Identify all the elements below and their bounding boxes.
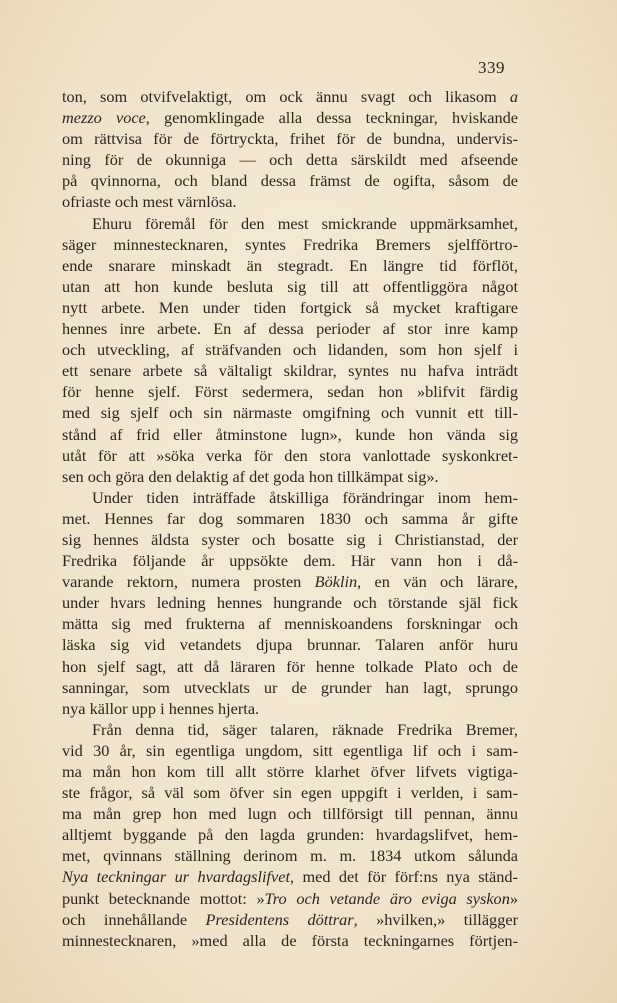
- text-segment: ende snarare minskadt än stegradt. En längre tid förflöt,: [62, 255, 518, 275]
- text-line: [62, 487, 518, 508]
- italic-text-segment: Nya teckningar ur hvardagslifvet: [62, 867, 291, 887]
- text-line: [62, 888, 518, 909]
- text-line: [62, 698, 518, 719]
- text-segment: hennes inre arbete. En af dessa perioder af stor inre kamp: [62, 319, 518, 339]
- text-segment: nytt arbete. Men under tiden fortgick så mycket kraftigare: [62, 297, 518, 317]
- italic-text-segment: mezzo voce: [62, 108, 146, 128]
- text-line: [62, 424, 518, 445]
- text-line: [62, 255, 518, 276]
- text-line: [62, 508, 518, 529]
- text-segment: , genomklingade alla dessa teckningar, hviskande: [145, 108, 518, 128]
- text-segment: läska sig vid vetandets djupa brunnar. Talaren anför huru: [62, 635, 518, 655]
- text-segment: under hvars ledning hennes hungrande och törstande själ fick: [62, 593, 518, 613]
- text-segment: och innehållande: [62, 909, 206, 929]
- text-segment: nya källor upp i hennes hjerta.: [62, 698, 260, 718]
- text-line: [62, 276, 518, 297]
- text-segment: alltjemt byggande på den lagda grunden: hvardagslifvet, hem-: [62, 825, 518, 845]
- text-segment: met. Hennes far dog sommaren 1830 och samma år gifte: [62, 508, 518, 528]
- text-line: [62, 782, 518, 803]
- text-line: [62, 128, 518, 149]
- text-line: [62, 845, 518, 866]
- text-segment: »: [509, 888, 518, 908]
- text-line: [62, 571, 518, 592]
- text-line: [62, 761, 518, 782]
- text-segment: säger minnestecknaren, syntes Fredrika Bremers sjelfförtro-: [62, 234, 518, 254]
- text-segment: sig hennes äldsta syster och bosatte sig i Christianstad, der: [62, 529, 518, 549]
- text-segment: , »hvilken,» tillägger: [353, 909, 518, 929]
- text-segment: hon sjelf sagt, att då läraren för henne tolkade Plato och de: [62, 656, 518, 676]
- text-segment: met, qvinnans ställning derinom m. m. 1834 utkom sålunda: [62, 846, 518, 866]
- text-segment: minnestecknaren, »med alla de första teckningarnes förtjen-: [62, 930, 518, 950]
- text-segment: Fredrika följande år uppsökte dem. Här vann hon i då-: [62, 551, 518, 571]
- text-segment: Ehuru föremål för den mest smickrande uppmärksamhet,: [92, 213, 518, 233]
- text-line: [62, 613, 518, 634]
- text-line: [62, 170, 518, 191]
- text-line: [62, 466, 518, 487]
- text-line: [62, 592, 518, 613]
- text-line: [62, 550, 518, 571]
- text-segment: stånd af frid eller åtminstone lugn», kunde hon vända sig: [62, 424, 518, 444]
- text-segment: vid 30 år, sin egentliga ungdom, sitt egentliga lif och i sam-: [62, 740, 518, 760]
- text-line: [62, 191, 518, 212]
- text-segment: Från denna tid, säger talaren, räknade Fredrika Bremer,: [92, 719, 518, 739]
- text-line: [62, 719, 518, 740]
- text-line: [62, 318, 518, 339]
- text-segment: punkt betecknande mottot: »: [62, 888, 265, 908]
- text-segment: med sig sjelf och sin närmaste omgifning och vunnit ett till-: [62, 403, 518, 423]
- text-segment: och utveckling, af sträfvanden och lidanden, som hon sjelf i: [62, 340, 518, 360]
- text-line: [62, 803, 518, 824]
- text-segment: ma mån grep hon med lugn och tillförsigt till pennan, ännu: [62, 804, 518, 824]
- text-segment: mätta sig med frukterna af menniskoandens forskningar och: [62, 614, 518, 634]
- text-segment: , med det för förf:ns nya ständ-: [290, 867, 518, 887]
- text-line: [62, 824, 518, 845]
- text-line: [62, 86, 518, 107]
- text-line: [62, 213, 518, 234]
- text-line: [62, 677, 518, 698]
- body-text: [62, 86, 518, 951]
- italic-text-segment: Presidentens döttrar: [205, 909, 354, 929]
- text-segment: ett senare arbete så vältaligt skildrar, syntes nu hafva inträdt: [62, 361, 518, 381]
- text-segment: utåt för att »söka verka för den stora vanlottade syskonkret-: [62, 445, 518, 465]
- italic-text-segment: a: [509, 87, 518, 106]
- text-line: [62, 297, 518, 318]
- text-line: [62, 381, 518, 402]
- text-segment: , en vän och lärare,: [357, 572, 518, 592]
- text-segment: ma mån hon kom till allt större klarhet öfver lifvets vigtiga-: [62, 762, 518, 781]
- text-line: [62, 402, 518, 423]
- text-line: [62, 909, 518, 930]
- text-line: [62, 740, 518, 761]
- italic-text-segment: Böklin: [314, 572, 358, 592]
- text-line: [62, 656, 518, 677]
- text-line: [62, 234, 518, 255]
- text-line: [62, 866, 518, 887]
- text-segment: ning för de okunniga — och detta särskildt med afseende: [62, 150, 518, 170]
- text-segment: varande rektorn, numera prosten: [62, 572, 315, 592]
- italic-text-segment: Tro och vetande äro eviga syskon: [264, 888, 510, 908]
- text-segment: ste frågor, så väl som öfver sin egen uppgift i verlden, i sam-: [62, 783, 518, 803]
- text-line: [62, 107, 518, 128]
- text-segment: sanningar, som utvecklats ur de grunder han lagt, sprungo: [62, 677, 518, 697]
- text-segment: sen och göra den delaktig af det goda hon tillkämpat sig».: [62, 466, 439, 486]
- text-segment: för henne sjelf. Först sedermera, sedan hon »blifvit färdig: [62, 382, 518, 402]
- text-line: [62, 930, 518, 951]
- text-line: [62, 360, 518, 381]
- text-line: [62, 339, 518, 360]
- text-segment: ofriaste och mest värnlösa.: [62, 192, 237, 212]
- text-segment: om rättvisa för de förtryckta, frihet för de bundna, undervis-: [62, 129, 518, 149]
- text-line: [62, 634, 518, 655]
- text-line: [62, 149, 518, 170]
- text-segment: ton, som otvifvelaktigt, om ock ännu svagt och likasom: [62, 87, 510, 106]
- page-number: 339: [478, 58, 505, 77]
- text-segment: utan att hon kunde besluta sig till att offentliggöra något: [62, 276, 518, 296]
- text-segment: Under tiden inträffade åtskilliga förändringar inom hem-: [92, 487, 518, 507]
- text-segment: på qvinnorna, och bland dessa främst de ogifta, såsom de: [62, 171, 518, 191]
- text-line: [62, 445, 518, 466]
- text-line: [62, 529, 518, 550]
